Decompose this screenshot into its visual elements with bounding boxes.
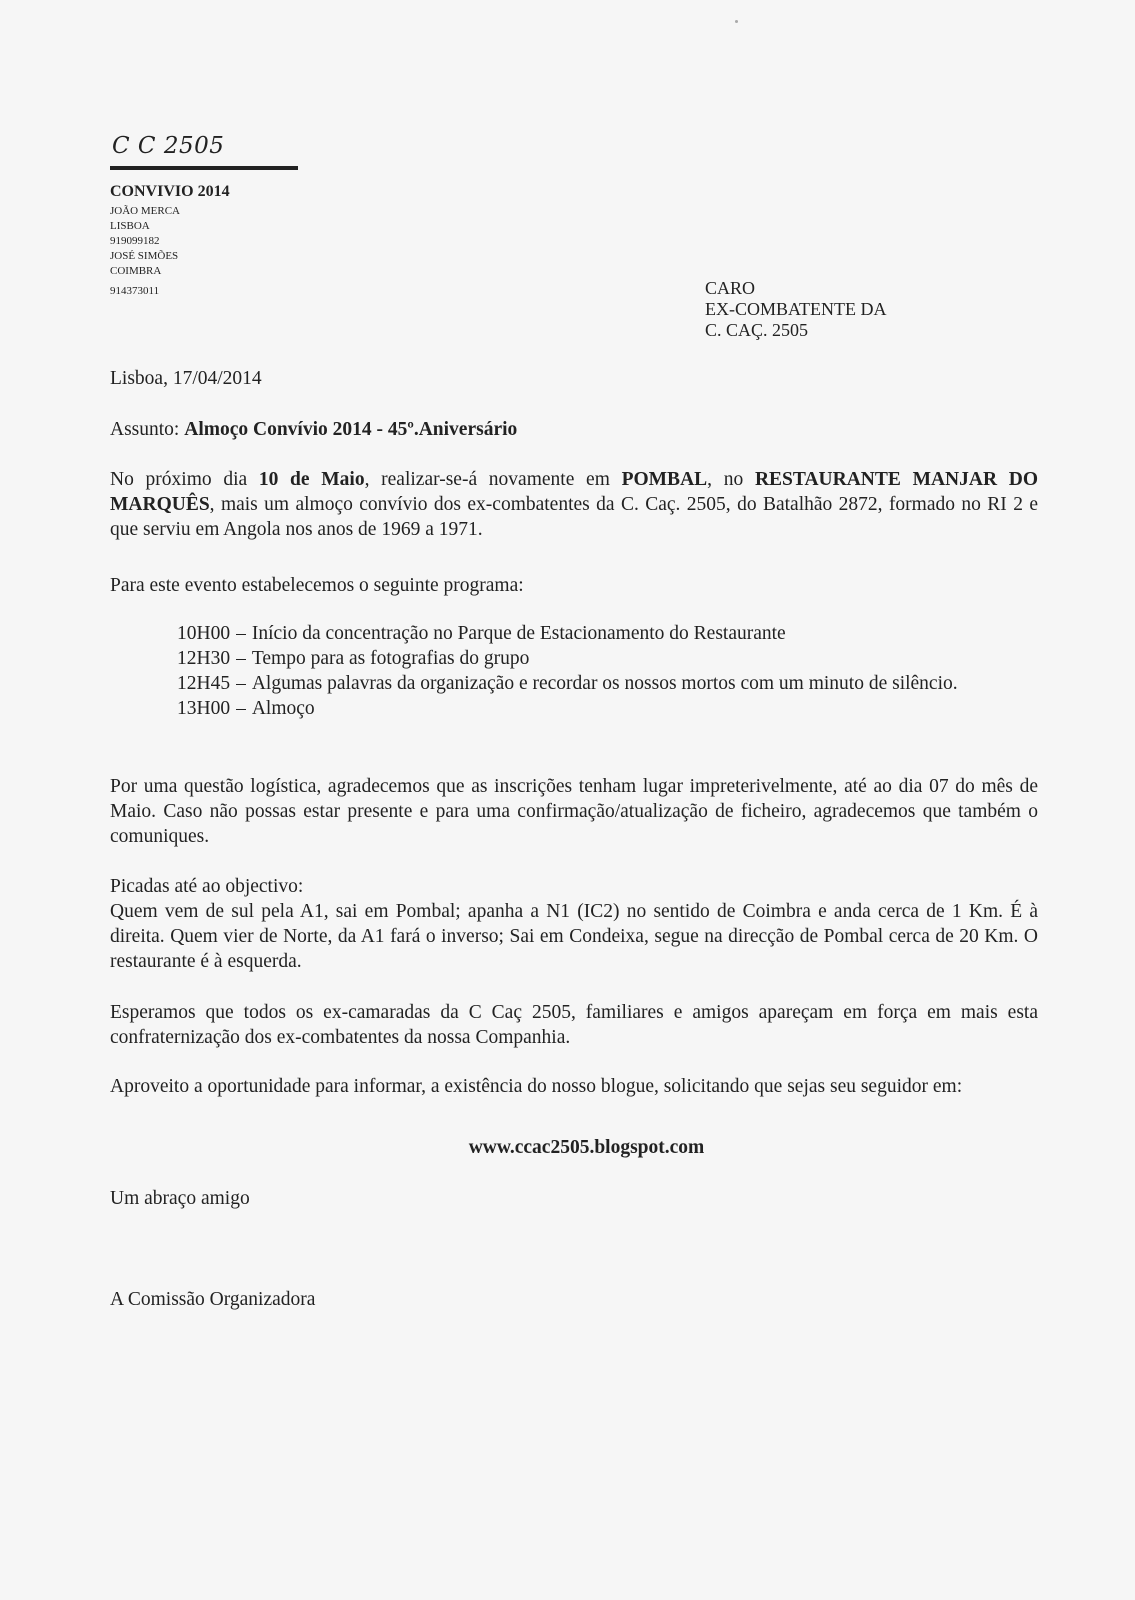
program-text: Almoço <box>251 698 315 719</box>
logo-underline <box>110 166 298 170</box>
sender-line: JOÃO MERCA <box>110 204 180 217</box>
program-text: Tempo para as fotografias do grupo <box>251 648 530 669</box>
recipient-line: CARO <box>705 278 756 298</box>
blog-url <box>0 1137 1135 1159</box>
program-time: 13H00 <box>177 698 231 719</box>
program-item: 10H00 – Início da concentração no Parque de Estacionamento do Restaurante <box>177 623 786 644</box>
program-time: 10H00 <box>177 623 231 644</box>
recipient-line: EX-COMBATENTE DA <box>705 299 887 319</box>
directions-paragraph: Quem vem de sul pela A1, sai em Pombal; apanha a N1 (IC2) no sentido de Coimbra e anda cerca de 1 Km. É à direita. Quem vier de Norte, da A1 fará o inverso; Sai em Condeixa, segue na direcção de Pombal cerca de 20 Km. O restaurante é à esquerda. <box>110 901 1038 972</box>
event-date: 10 de Maio <box>258 469 365 490</box>
blog-url-text: www.ccac2505.blogspot.com <box>468 1137 705 1158</box>
event-city: POMBAL <box>621 469 708 490</box>
sender-line: JOSÉ SIMÕES <box>110 249 179 262</box>
text-run: , realizar-se-á novamente em <box>364 469 622 490</box>
recipient-line: C. CAÇ. 2505 <box>705 320 809 340</box>
blog-intro-paragraph: Aproveito a oportunidade para informar, a existência do nosso blogue, solicitando que sejas seu seguidor em: <box>110 1076 963 1097</box>
sender-block <box>110 183 230 299</box>
closing: Um abraço amigo <box>110 1188 250 1209</box>
program-time: 12H30 <box>177 648 231 669</box>
program-item: 12H45 – Algumas palavras da organização e recordar os nossos mortos com um minuto de silêncio. <box>177 673 958 694</box>
directions-title: Picadas até ao objectivo: <box>110 876 304 897</box>
logistics-paragraph: Por uma questão logística, agradecemos que as inscrições tenham lugar impreterivelmente, até ao dia 07 do mês de Maio. Caso não possas estar presente e para uma confirmação/atualização de ficheiro, agradecemos que também o comuniques. <box>110 776 1038 847</box>
text-run: , no <box>707 469 755 490</box>
paper-speck <box>735 20 738 23</box>
program-text: Algumas palavras da organização e recordar os nossos mortos com um minuto de silêncio. <box>251 673 958 694</box>
letter-subject <box>110 417 1038 442</box>
program-item: 13H00 – Almoço <box>177 698 315 719</box>
sender-title: CONVIVIO 2014 <box>110 183 230 200</box>
company-logo: C C 2505 <box>112 133 225 159</box>
sender-line: COIMBRA <box>110 264 162 277</box>
subject-text: Almoço Convívio 2014 - 45º.Aniversário <box>184 419 518 440</box>
sender-line: 919099182 <box>110 234 160 247</box>
recipient-block <box>705 278 887 341</box>
event-venue: RESTAURANTE MANJAR DO MARQUÊS <box>110 469 1039 515</box>
sender-line: LISBOA <box>110 219 150 232</box>
sender-line: 914373011 <box>110 284 160 297</box>
hope-paragraph: Esperamos que todos os ex-camaradas da C Caç 2505, familiares e amigos apareçam em força em mais esta confraternização dos ex-combatentes da nossa Companhia. <box>110 1002 1038 1048</box>
subject-label: Assunto: <box>110 419 185 440</box>
program-item: 12H30 – Tempo para as fotografias do grupo <box>177 648 530 669</box>
letter-date: Lisboa, 17/04/2014 <box>110 368 262 389</box>
program-list <box>177 621 1007 721</box>
program-time: 12H45 <box>177 673 231 694</box>
text-run: , mais um almoço convívio dos ex-combatentes da C. Caç. 2505, do Batalhão 2872, formado no RI 2 e que serviu em Angola nos anos de 1969 a 1971. <box>110 494 1038 540</box>
program-intro: Para este evento estabelecemos o seguinte programa: <box>110 575 524 596</box>
program-text: Início da concentração no Parque de Estacionamento do Restaurante <box>251 623 786 644</box>
signature: A Comissão Organizadora <box>110 1289 316 1310</box>
text-run: No próximo dia <box>110 469 259 490</box>
intro-paragraph <box>110 467 1038 542</box>
